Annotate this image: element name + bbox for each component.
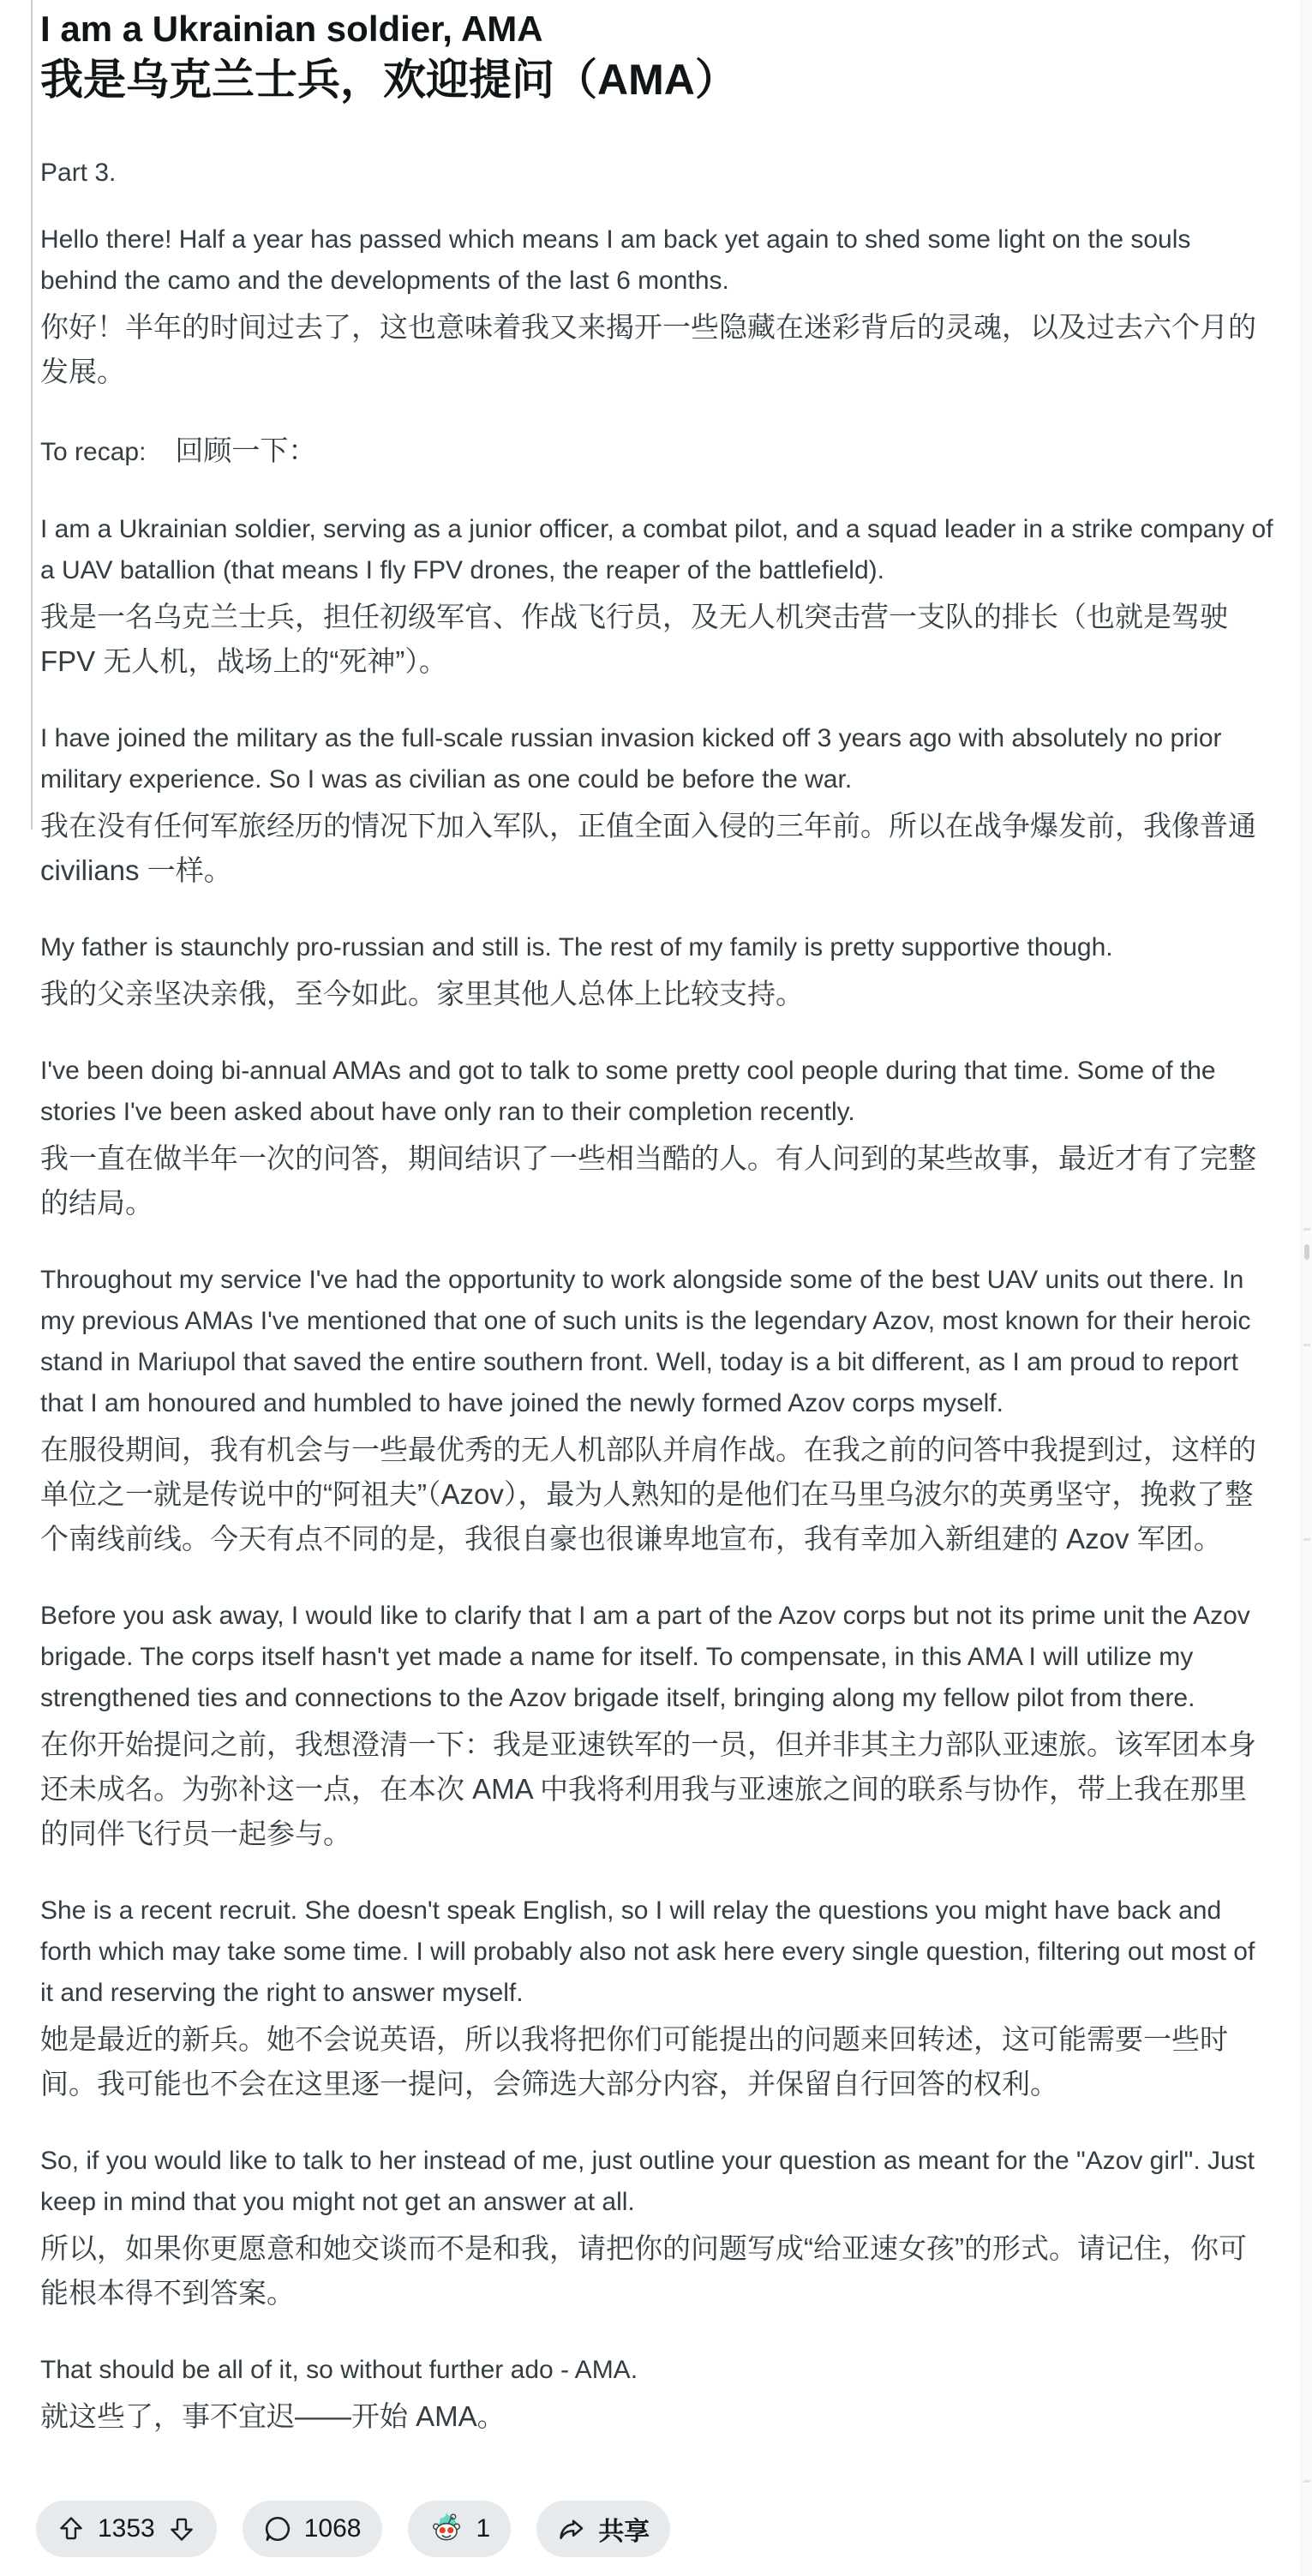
comments-button[interactable] (243, 2501, 382, 2557)
recap-line (40, 428, 1274, 475)
paragraph-en: My father is staunchly pro-russian and still is. The rest of my family is pretty supportive though. (40, 933, 1113, 962)
recap-zh: 回顾一下： (175, 434, 317, 466)
paragraph-zh: 我的父亲坚决亲俄，至今如此。家里其他人总体上比较支持。 (40, 978, 804, 1009)
scrollbar-tick (1303, 1538, 1310, 1541)
paragraph-zh: 我在没有任何军旅经历的情况下加入军队，正值全面入侵的三年前。所以在战争爆发前，我像普通 civilians 一样。 (40, 810, 1256, 886)
paragraph-zh: 她是最近的新兵。她不会说英语，所以我将把你们可能提出的问题来回转述，这可能需要一些时间。我可能也不会在这里逐一提问，会筛选大部分内容，并保留自行回答的权利。 (40, 2023, 1228, 2100)
paragraph-en: Before you ask away, I would like to clarify that I am a part of the Azov corps but not its prime unit the Azov brigade. The corps itself hasn't yet made a name for itself. To compensate, in this AMA I will utilize my strengthened ties and connections to the Azov brigade itself, bringing along my fellow pilot from there. (40, 1602, 1250, 1712)
paragraph-en: I am a Ukrainian soldier, serving as a junior officer, a combat pilot, and a squad leader in a strike company of a UAV batallion (that means I fly FPV drones, the reaper of the battlefield). (40, 515, 1273, 584)
paragraph-en: I've been doing bi-annual AMAs and got to talk to some pretty cool people during that time. Some of the stories I've been asked about have only ran to their completion recently. (40, 1057, 1216, 1126)
paragraph-en: Hello there! Half a year has passed which means I am back yet again to shed some light on the souls behind the camo and the developments of the last 6 months. (40, 225, 1191, 295)
paragraph-en: Throughout my service I've had the opportunity to work alongside some of the best UAV units out there. In my previous AMAs I've mentioned that one of such units is the legendary Azov, most known for their heroic stand in Mariupol that saved the entire southern front. Well, today is a bit different, as I am proud to report that I am honoured and humbled to have joined the newly formed Azov corps myself. (40, 1266, 1251, 1417)
paragraph-en: So, if you would like to talk to her instead of me, just outline your question as meant for the "Azov girl". Just keep in mind that you might not get an answer at all. (40, 2147, 1255, 2216)
scrollbar-tick (1303, 2480, 1310, 2483)
paragraph-zh: 我是一名乌克兰士兵，担任初级军官、作战飞行员，及无人机突击营一支队的排长（也就是驾驶 FPV 无人机，战场上的“死神”）。 (40, 601, 1228, 677)
paragraph-pair (40, 1051, 1274, 1225)
scrollbar-track[interactable] (1301, 0, 1312, 2576)
paragraph-pair (40, 219, 1274, 394)
paragraph-en: I have joined the military as the full-scale russian invasion kicked off 3 years ago with absolutely no prior military experience. So I was as civilian as one could be before the war. (40, 724, 1222, 794)
post-action-bar (36, 2501, 670, 2557)
scrollbar-tick (1303, 1344, 1310, 1346)
post-body (40, 7, 1274, 2473)
paragraph-pair (40, 927, 1274, 1016)
comment-count: 1068 (303, 2514, 362, 2543)
part-label: Part 3. (40, 159, 117, 187)
paragraph-zh: 你好！半年的时间过去了，这也意味着我又来揭开一些隐藏在迷彩背后的灵魂，以及过去六个月的发展。 (40, 311, 1256, 387)
paragraph-en: That should be all of it, so without further ado - AMA. (40, 2356, 638, 2384)
paragraph-pair (40, 2141, 1274, 2315)
paragraph-pair (40, 1890, 1274, 2106)
post-title-en: I am a Ukrainian soldier, AMA (40, 9, 543, 49)
paragraph-pair (40, 718, 1274, 893)
paragraph-pair (40, 1596, 1274, 1856)
upvote-icon[interactable] (57, 2514, 86, 2543)
share-button[interactable] (536, 2501, 670, 2557)
share-label: 共享 (598, 2518, 650, 2546)
award-count: 1 (476, 2514, 491, 2543)
paragraph-zh: 所以，如果你更愿意和她交谈而不是和我，请把你的问题写成“给亚速女孩”的形式。请记住，你可能根本得不到答案。 (40, 2232, 1247, 2309)
share-arrow-icon (557, 2514, 586, 2543)
paragraph-pair (40, 1260, 1274, 1561)
paragraph-zh: 我一直在做半年一次的问答，期间结识了一些相当酷的人。有人问到的某些故事，最近才有了完整的结局。 (40, 1142, 1256, 1219)
downvote-icon[interactable] (167, 2514, 196, 2543)
recap-en: To recap: (40, 438, 147, 466)
paragraph-pair (40, 509, 1274, 684)
award-button[interactable] (408, 2501, 512, 2557)
pane-divider (31, 0, 33, 830)
snoo-award-icon (428, 2511, 464, 2547)
upvote-count: 1353 (98, 2514, 155, 2543)
speech-bubble-icon (263, 2514, 292, 2543)
post-title-zh: 我是乌克兰士兵，欢迎提问（AMA） (40, 56, 738, 104)
paragraph-pair (40, 2350, 1274, 2439)
scrollbar-thumb[interactable] (1304, 1244, 1309, 1260)
paragraph-zh: 在你开始提问之前，我想澄清一下：我是亚速铁军的一员，但并非其主力部队亚速旅。该军团本身还未成名。为弥补这一点，在本次 AMA 中我将利用我与亚速旅之间的联系与协作，带上我在那里的同伴飞行员一起参与。 (40, 1728, 1256, 1849)
paragraph-en: She is a recent recruit. She doesn't speak English, so I will relay the questions you might have back and forth which may take some time. I will probably also not ask here every single question, filtering out most of it and reserving the right to answer myself. (40, 1896, 1255, 2007)
paragraph-zh: 就这些了，事不宜迟——开始 AMA。 (40, 2400, 506, 2432)
paragraph-zh: 在服役期间，我有机会与一些最优秀的无人机部队并肩作战。在我之前的问答中我提到过，这样的单位之一就是传说中的“阿祖夫”（Azov），最为人熟知的是他们在马里乌波尔的英勇坚守，挽救了整个南线前线。今天有点不同的是，我很自豪也很谦卑地宣布，我有幸加入新组建的 Azov 军团。 (40, 1434, 1256, 1555)
scrollbar-tick (1303, 1228, 1310, 1231)
vote-pill[interactable] (36, 2501, 217, 2557)
